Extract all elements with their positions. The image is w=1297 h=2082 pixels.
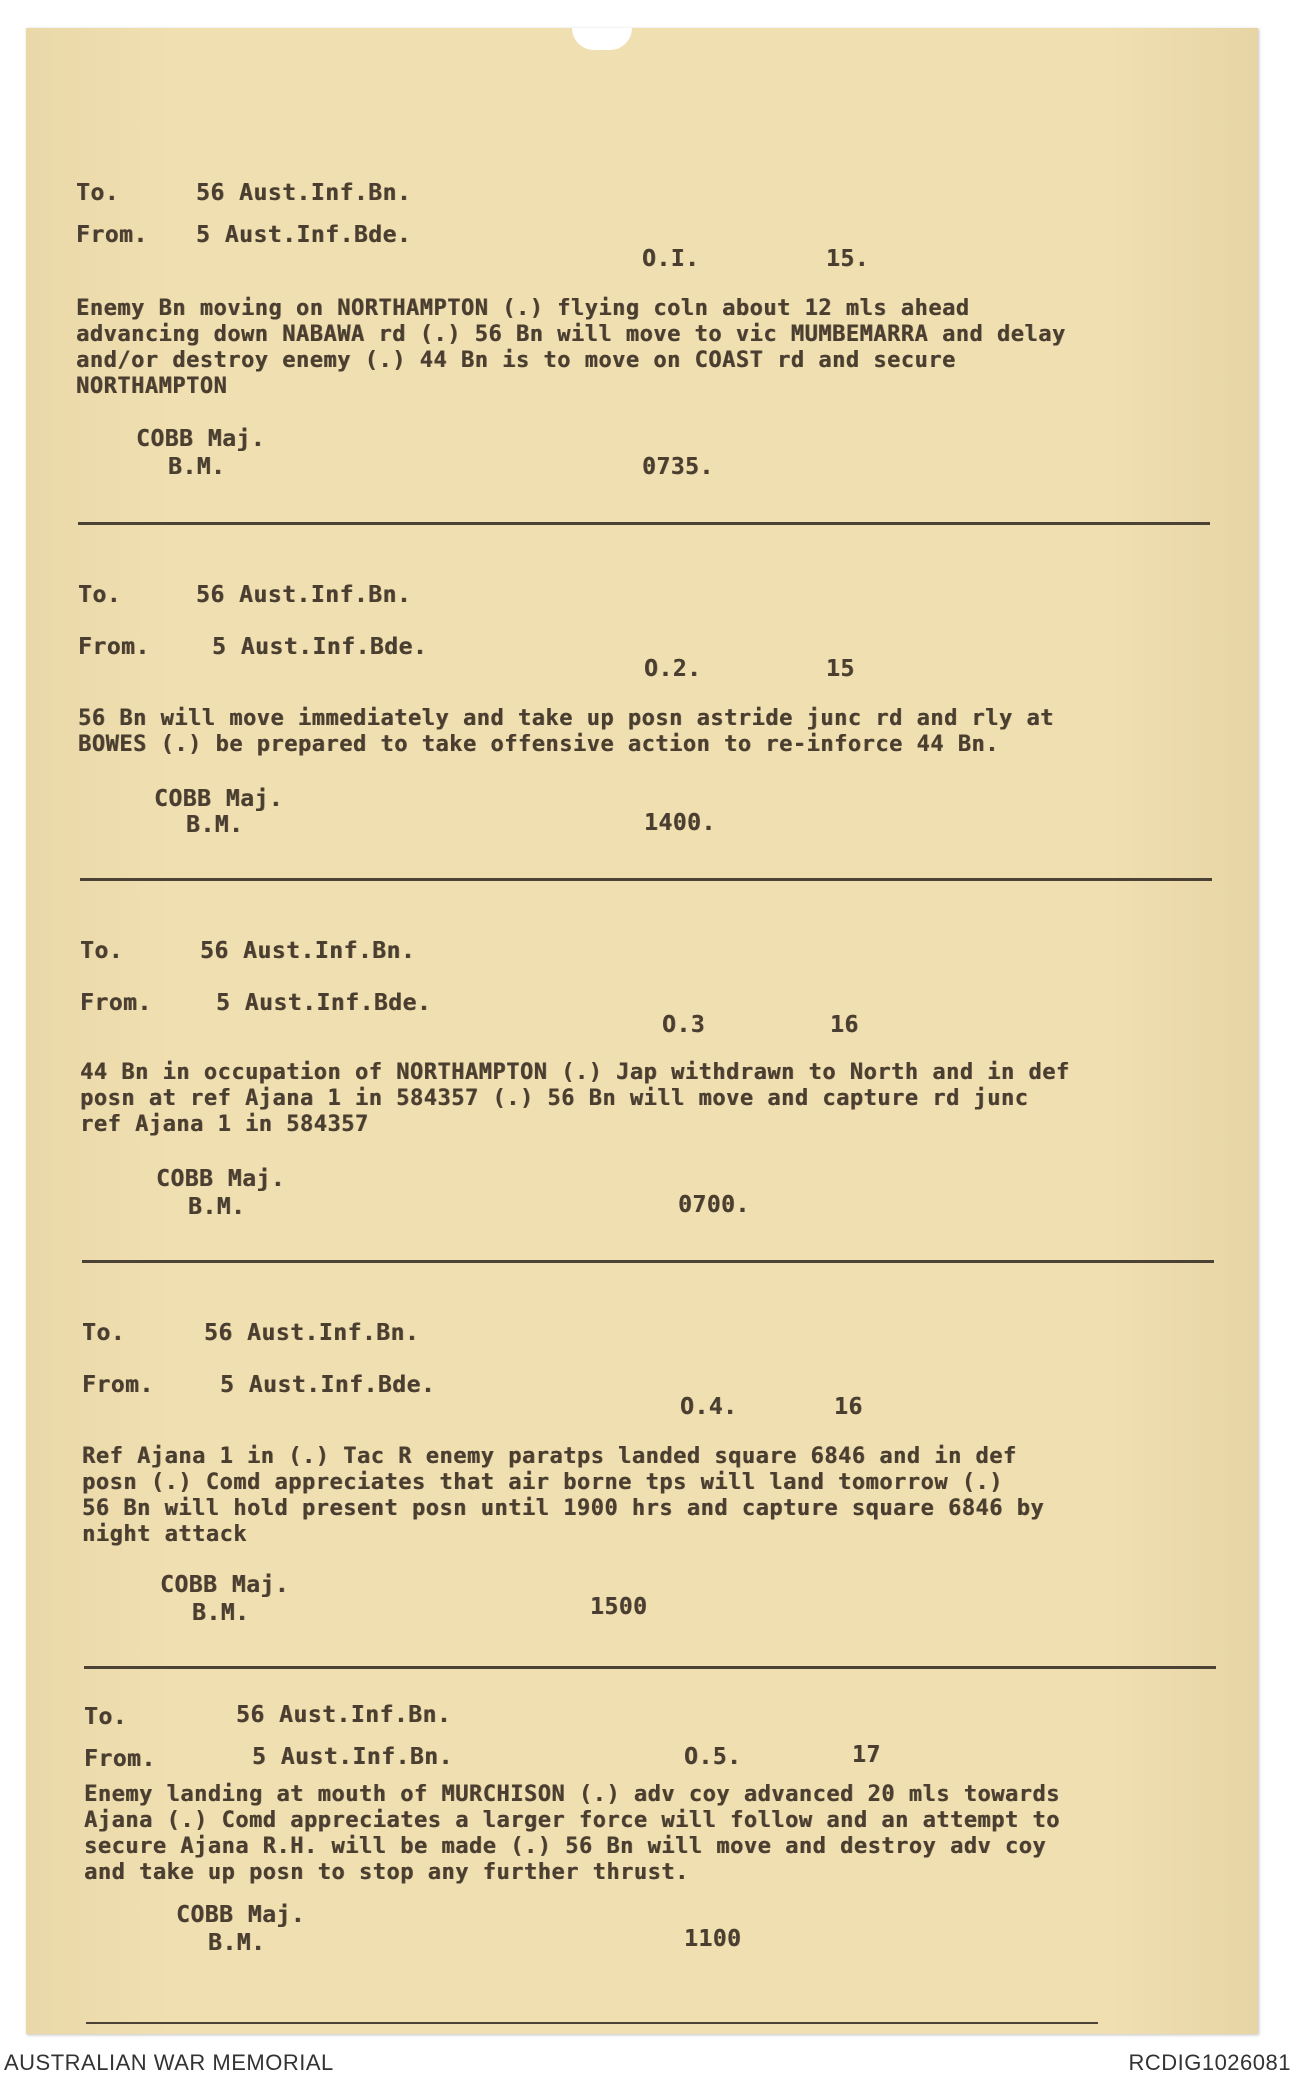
from-value: 5 Aust.Inf.Bde. [212,634,428,660]
order-date: 16 [834,1394,863,1420]
message-body: 44 Bn in occupation of NORTHAMPTON (.) Jap withdrawn to North and in def posn at ref Ajana 1 in 584357 (.) 56 Bn will move and capture rd junc ref Ajana 1 in 584357 [80,1060,1070,1137]
time-of-origin: 0700. [678,1192,750,1218]
to-value: 56 Aust.Inf.Bn. [204,1320,420,1346]
separator-line [78,522,1210,525]
from-label: From. [84,1746,156,1772]
order-date: 15. [826,246,870,272]
to-value: 56 Aust.Inf.Bn. [236,1702,452,1728]
signature: COBB Maj. [156,1166,286,1192]
order-date: 17 [852,1742,881,1768]
from-value: 5 Aust.Inf.Bn. [252,1744,453,1770]
time-of-origin: 1500 [590,1594,648,1620]
appointment: B.M. [208,1930,266,1956]
order-ref: O.5. [684,1744,742,1770]
time-of-origin: 0735. [642,454,714,480]
from-label: From. [76,222,148,248]
order-ref: O.3 [662,1012,706,1038]
to-value: 56 Aust.Inf.Bn. [196,180,412,206]
from-value: 5 Aust.Inf.Bde. [216,990,432,1016]
to-label: To. [76,180,120,206]
signature: COBB Maj. [176,1902,306,1928]
separator-line [80,878,1212,881]
to-label: To. [84,1704,128,1730]
appointment: B.M. [168,454,226,480]
signature: COBB Maj. [160,1572,290,1598]
order-date: 15 [826,656,855,682]
signature: COBB Maj. [154,786,284,812]
appointment: B.M. [188,1194,246,1220]
time-of-origin: 1100 [684,1926,742,1952]
to-label: To. [82,1320,126,1346]
archive-credit: AUSTRALIAN WAR MEMORIAL [4,2050,334,2075]
order-ref: O.4. [680,1394,738,1420]
to-label: To. [80,938,124,964]
to-value: 56 Aust.Inf.Bn. [200,938,416,964]
separator-line [86,2022,1098,2024]
appointment: B.M. [186,812,244,838]
order-ref: O.I. [642,246,700,272]
time-of-origin: 1400. [644,810,716,836]
order-ref: O.2. [644,656,702,682]
order-date: 16 [830,1012,859,1038]
from-value: 5 Aust.Inf.Bde. [220,1372,436,1398]
separator-line [82,1260,1214,1263]
signature: COBB Maj. [136,426,266,452]
from-label: From. [80,990,152,1016]
from-label: From. [82,1372,154,1398]
to-value: 56 Aust.Inf.Bn. [196,582,412,608]
archive-reference: RCDIG1026081 [1128,2050,1291,2075]
separator-line [84,1666,1216,1669]
from-label: From. [78,634,150,660]
from-value: 5 Aust.Inf.Bde. [196,222,412,248]
message-body: 56 Bn will move immediately and take up posn astride junc rd and rly at BOWES (.) be prepared to take offensive action to re-inforce 44 Bn. [78,706,1054,757]
message-body: Ref Ajana 1 in (.) Tac R enemy paratps landed square 6846 and in def posn (.) Comd appreciates that air borne tps will land tomorrow (.) 56 Bn will hold present posn until 1900 hrs and capture square 6846 by night attack [82,1444,1045,1547]
appointment: B.M. [192,1600,250,1626]
message-body: Enemy Bn moving on NORTHAMPTON (.) flying coln about 12 mls ahead advancing down NABAWA rd (.) 56 Bn will move to vic MUMBEMARRA and delay and/or destroy enemy (.) 44 Bn is to move on COAST rd and secure NORTHAMPTON [76,296,1066,399]
message-body: Enemy landing at mouth of MURCHISON (.) adv coy advanced 20 mls towards Ajana (.) Comd appreciates a larger force will follow and an attempt to secure Ajana R.H. will be made (.) 56 Bn will move and destroy adv coy and take up posn to stop any further thrust. [84,1782,1060,1885]
to-label: To. [78,582,122,608]
